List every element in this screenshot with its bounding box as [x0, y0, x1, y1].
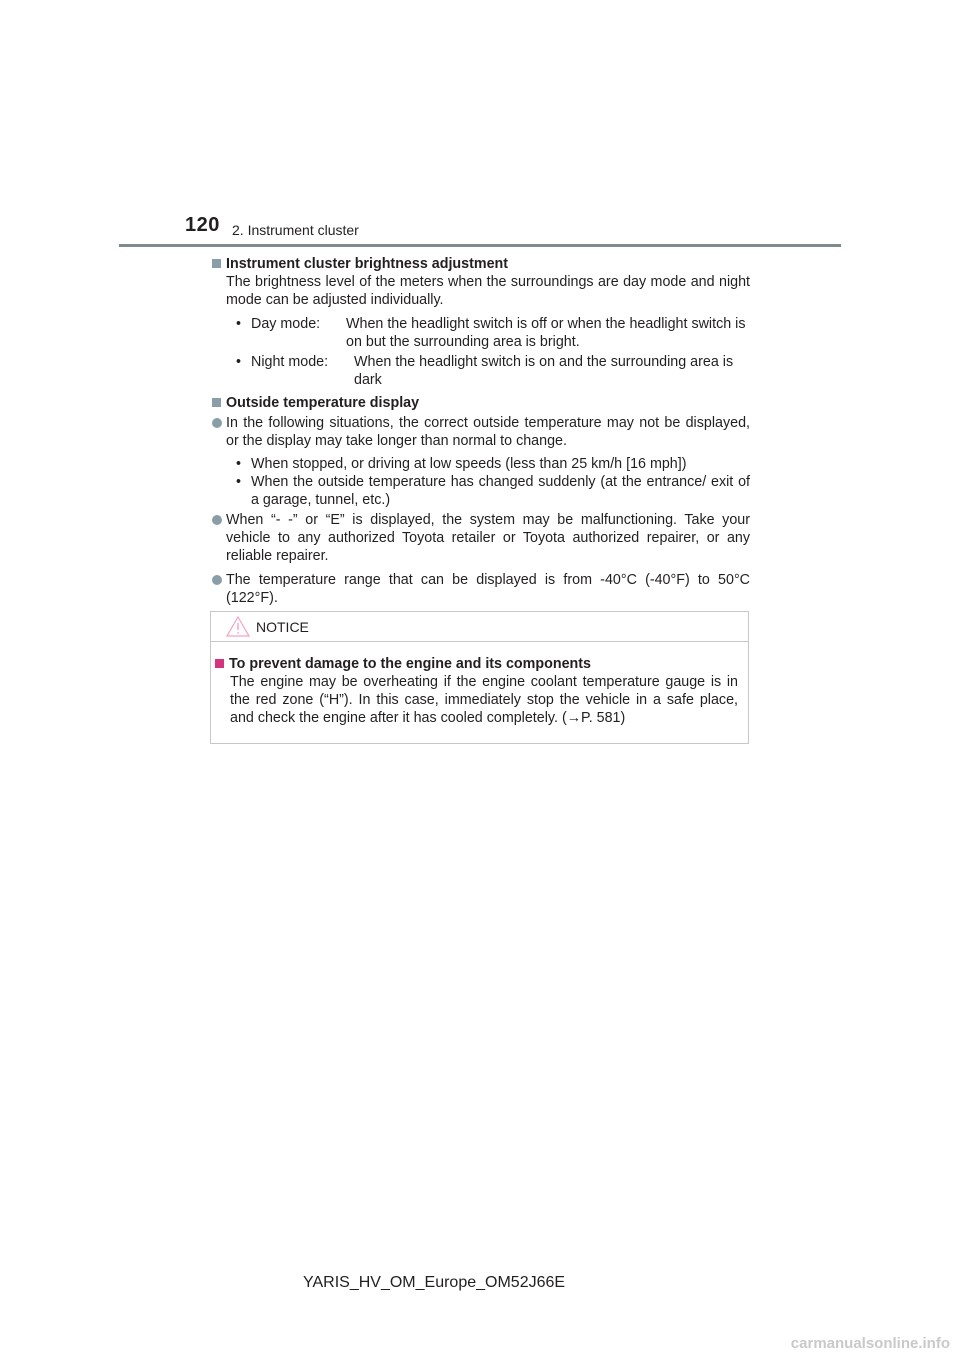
page-number: 120: [185, 214, 220, 236]
temperature-heading: [210, 394, 750, 412]
notice-label: NOTICE: [256, 619, 309, 635]
notice-text: The engine may be overheating if the engine coolant temperature gauge is in the red zone (“H”). In this case, immediately stop the vehicle in a safe place, and check the engine after it has cooled completely. (→P. 581): [230, 674, 738, 726]
header-divider: [119, 244, 841, 247]
night-mode-term: Night mode:: [251, 354, 329, 370]
square-bullet-icon: [215, 659, 224, 668]
brightness-title: Instrument cluster brightness adjustment: [226, 256, 509, 272]
notice-header: [211, 612, 748, 642]
circle-bullet-icon: [212, 575, 222, 585]
notice-box: [210, 611, 749, 744]
brightness-intro: The brightness level of the meters when the surroundings are day mode and night mode can be adjusted individually.: [226, 274, 750, 308]
notice-heading: [211, 655, 738, 673]
temperature-title: Outside temperature display: [226, 395, 420, 411]
square-bullet-icon: [212, 398, 221, 407]
day-mode-desc: When the headlight switch is off or when the headlight switch is on but the surrounding area is bright.: [346, 316, 746, 350]
day-mode-term: Day mode:: [251, 316, 321, 332]
temperature-item-2: When “- -” or “E” is displayed, the system may be malfunctioning. Take your vehicle to any authorized Toyota retailer or Toyota authorized repairer, or any reliable repairer.: [210, 511, 750, 565]
notice-body: [211, 642, 748, 727]
circle-bullet-icon: [212, 418, 222, 428]
square-bullet-icon: [212, 259, 221, 268]
night-mode-desc: When the headlight switch is on and the surrounding area is dark: [354, 354, 734, 388]
bullet-dot: •: [236, 354, 242, 370]
temperature-subitem-2: • When the outside temperature has changed suddenly (at the entrance/ exit of a garage, tunnel, etc.): [236, 474, 750, 508]
watermark: carmanualsonline.info: [790, 1335, 950, 1352]
bullet-dot: •: [236, 456, 242, 472]
main-content: [210, 255, 750, 607]
warning-triangle-icon: [226, 616, 250, 637]
day-mode-item: [226, 315, 750, 351]
circle-bullet-icon: [212, 515, 222, 525]
section-title: 2. Instrument cluster: [232, 222, 359, 238]
temperature-subitem-1: • When stopped, or driving at low speeds (less than 25 km/h [16 mph]): [236, 456, 687, 472]
temperature-item-3: The temperature range that can be displayed is from -40°C (-40°F) to 50°C (122°F).: [210, 571, 750, 607]
bullet-dot: •: [236, 316, 242, 332]
brightness-heading: [210, 255, 750, 273]
night-mode-item: [226, 353, 750, 389]
temperature-item-1: In the following situations, the correct outside temperature may not be displayed, or the display may take longer than normal to change.: [210, 414, 750, 450]
notice-title: To prevent damage to the engine and its components: [229, 656, 591, 672]
bullet-dot: •: [236, 474, 242, 490]
document-id: YARIS_HV_OM_Europe_OM52J66E: [303, 1274, 566, 1291]
